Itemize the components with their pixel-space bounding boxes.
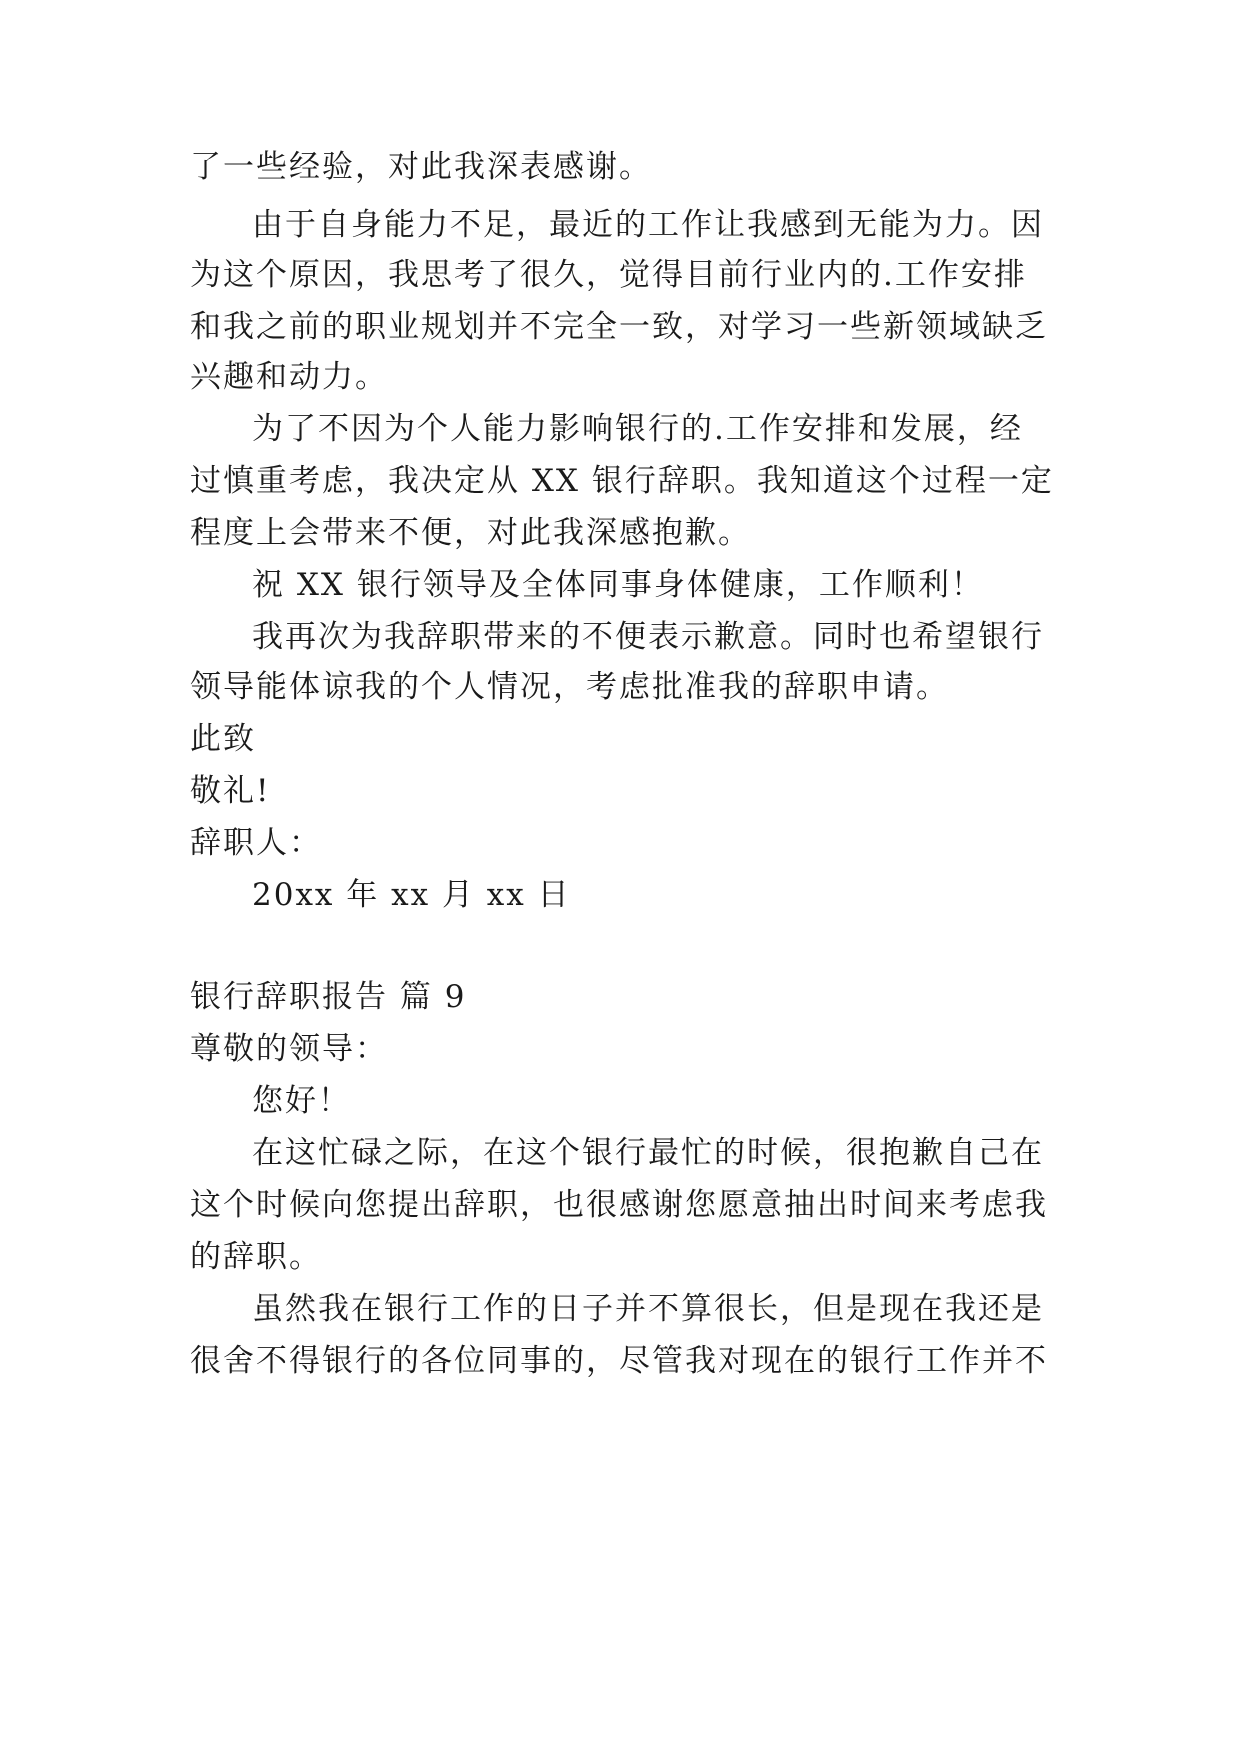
text-line: 这个时候向您提出辞职，也很感谢您愿意抽出时间来考虑我 bbox=[190, 1187, 1048, 1223]
paragraph-start-line: 在这忙碌之际，在这个银行最忙的时候，很抱歉自己在 bbox=[252, 1135, 1044, 1171]
paragraph-start-line: 虽然我在银行工作的日子并不算很长，但是现在我还是 bbox=[252, 1291, 1044, 1327]
text-line: 为这个原因，我思考了很久，觉得目前行业内的.工作安排 bbox=[190, 257, 1027, 293]
text-line: 领导能体谅我的个人情况，考虑批准我的辞职申请。 bbox=[190, 669, 949, 705]
salutation: 尊敬的领导： bbox=[190, 1031, 388, 1067]
text-line: 很舍不得银行的各位同事的，尽管我对现在的银行工作并不 bbox=[190, 1343, 1048, 1379]
section-title: 银行辞职报告 篇 9 bbox=[190, 979, 467, 1015]
paragraph-start-line: 由于自身能力不足，最近的工作让我感到无能为力。因 bbox=[252, 207, 1044, 243]
text-line: 的辞职。 bbox=[190, 1239, 322, 1275]
closing-line: 敬礼! bbox=[190, 773, 271, 809]
greeting: 您好！ bbox=[252, 1083, 351, 1119]
paragraph-start-line: 为了不因为个人能力影响银行的.工作安排和发展，经 bbox=[252, 411, 1023, 447]
paragraph-start-line: 我再次为我辞职带来的不便表示歉意。同时也希望银行 bbox=[252, 619, 1044, 655]
text-line: 程度上会带来不便，对此我深感抱歉。 bbox=[190, 515, 751, 551]
text-line: 过慎重考虑，我决定从 XX 银行辞职。我知道这个过程一定 bbox=[190, 463, 1054, 499]
text-line: 和我之前的职业规划并不完全一致，对学习一些新领域缺乏 bbox=[190, 309, 1048, 345]
date-line: 20xx 年 xx 月 xx 日 bbox=[252, 877, 571, 913]
paragraph-start-line: 祝 XX 银行领导及全体同事身体健康，工作顺利！ bbox=[252, 567, 984, 603]
text-line: 了一些经验，对此我深表感谢。 bbox=[190, 149, 652, 185]
signature-label: 辞职人： bbox=[190, 825, 322, 861]
text-line: 兴趣和动力。 bbox=[190, 359, 388, 395]
closing-line: 此致 bbox=[190, 721, 256, 757]
